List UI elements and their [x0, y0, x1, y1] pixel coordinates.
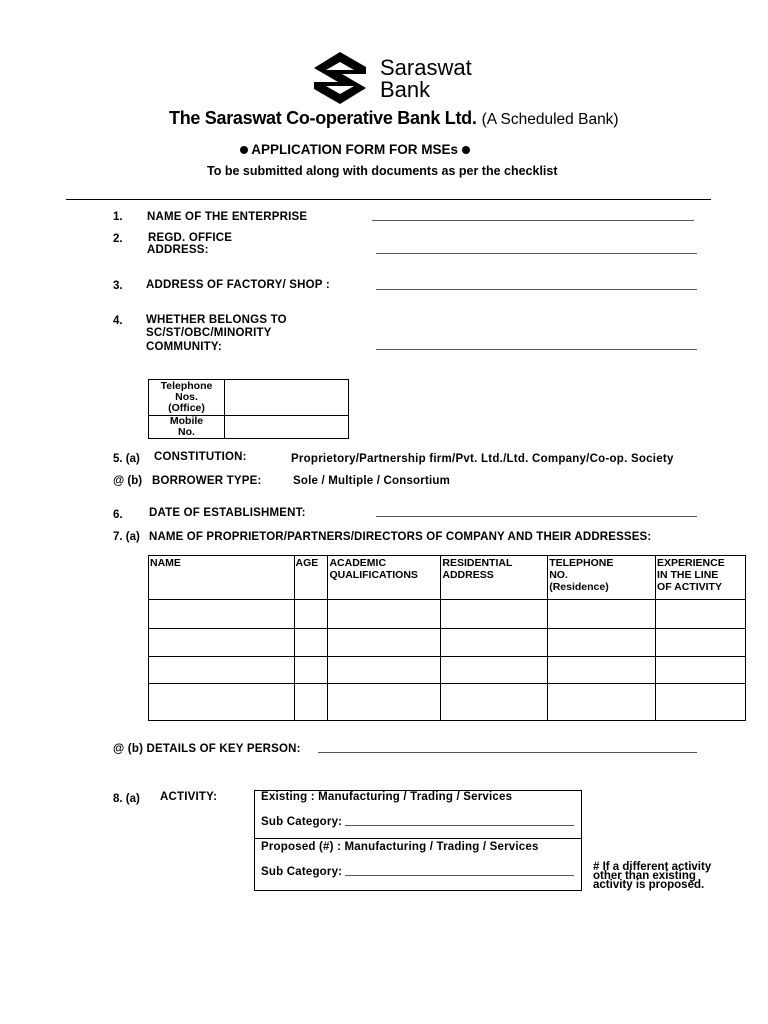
logo-text-line1: Saraswat — [380, 55, 472, 80]
bullet-icon — [462, 146, 470, 154]
field-4-label-2: SC/ST/OBC/MINORITY — [146, 327, 272, 339]
field-3-label: ADDRESS OF FACTORY/ SHOP : — [146, 279, 330, 291]
table-row[interactable] — [149, 684, 746, 721]
field-5a-label: CONSTITUTION: — [154, 451, 247, 463]
sub-category-2-label: Sub Category: — [261, 866, 343, 878]
community-input[interactable] — [376, 349, 697, 350]
bank-suffix: (A Scheduled Bank) — [481, 111, 619, 128]
field-4-number: 4. — [113, 315, 123, 327]
field-2-number: 2. — [113, 233, 123, 245]
field-5b-label: BORROWER TYPE: — [152, 475, 262, 487]
field-6-label: DATE OF ESTABLISHMENT: — [149, 507, 306, 519]
establishment-date-input[interactable] — [376, 516, 697, 517]
existing-activity-options[interactable]: Existing : Manufacturing / Trading / Services — [261, 791, 513, 803]
table-row[interactable] — [149, 600, 746, 629]
table-row[interactable] — [149, 657, 746, 684]
field-7b-label: @ (b) DETAILS OF KEY PERSON: — [113, 743, 301, 755]
field-7a-number: 7. (a) — [113, 531, 140, 543]
activity-divider — [255, 838, 581, 839]
field-3-number: 3. — [113, 280, 123, 292]
proposed-activity-options[interactable]: Proposed (#) : Manufacturing / Trading / Services — [261, 841, 539, 853]
header-experience: EXPERIENCE IN THE LINE OF ACTIVITY — [656, 556, 746, 600]
field-6-number: 6. — [113, 509, 123, 521]
header-residential: RESIDENTIAL ADDRESS — [441, 556, 548, 600]
field-8a-label: ACTIVITY: — [160, 791, 218, 803]
mobile-input[interactable] — [225, 416, 349, 439]
bank-logo — [312, 50, 368, 106]
telephone-table — [148, 379, 349, 439]
header-name: NAME — [149, 556, 295, 600]
field-2-label-1: REGD. OFFICE — [148, 232, 233, 244]
bank-full-name: The Saraswat Co-operative Bank Ltd. — [169, 108, 477, 128]
form-title-text: APPLICATION FORM FOR MSEs — [251, 142, 459, 157]
sub-category-1-input[interactable] — [345, 825, 574, 826]
factory-address-input[interactable] — [376, 289, 697, 290]
mobile-label: Mobile No. — [149, 416, 225, 439]
form-subtitle: To be submitted along with documents as per the checklist — [207, 164, 558, 178]
header-academic: ACADEMIC QUALIFICATIONS — [328, 556, 441, 600]
field-1-number: 1. — [113, 211, 123, 223]
field-8a-number: 8. (a) — [113, 793, 140, 805]
sub-category-2-input[interactable] — [345, 875, 574, 876]
field-4-label-3: COMMUNITY: — [146, 341, 222, 353]
bank-name — [169, 106, 619, 132]
borrower-type-options[interactable]: Sole / Multiple / Consortium — [293, 475, 451, 487]
activity-note: # If a different activity other than existing activity is proposed. — [593, 861, 712, 891]
sub-category-1-label: Sub Category: — [261, 816, 343, 828]
saraswat-logo-icon — [312, 50, 368, 106]
regd-office-address-input[interactable] — [376, 253, 697, 254]
enterprise-name-input[interactable] — [372, 220, 694, 221]
field-2-label-2: ADDRESS: — [147, 244, 209, 256]
logo-text-line2: Bank — [380, 77, 431, 102]
field-4-label-1: WHETHER BELONGS TO — [146, 314, 287, 326]
field-5a-number: 5. (a) — [113, 453, 140, 465]
bullet-icon — [240, 146, 248, 154]
telephone-office-input[interactable] — [225, 380, 349, 416]
form-title — [240, 142, 470, 157]
header-telephone: TELEPHONE NO. (Residence) — [548, 556, 656, 600]
field-7a-label: NAME OF PROPRIETOR/PARTNERS/DIRECTORS OF COMPANY AND THEIR ADDRESSES: — [149, 531, 652, 543]
telephone-office-label: Telephone Nos. (Office) — [149, 380, 225, 416]
persons-table-header — [149, 556, 746, 600]
header-age: AGE — [294, 556, 328, 600]
field-5b-number: @ (b) — [113, 475, 143, 487]
table-row[interactable] — [149, 629, 746, 657]
field-1-label: NAME OF THE ENTERPRISE — [147, 211, 308, 223]
persons-table — [148, 555, 746, 721]
key-person-input[interactable] — [318, 752, 697, 753]
constitution-options[interactable]: Proprietory/Partnership firm/Pvt. Ltd./Ltd. Company/Co-op. Society — [291, 453, 674, 465]
separator-line — [66, 199, 711, 200]
